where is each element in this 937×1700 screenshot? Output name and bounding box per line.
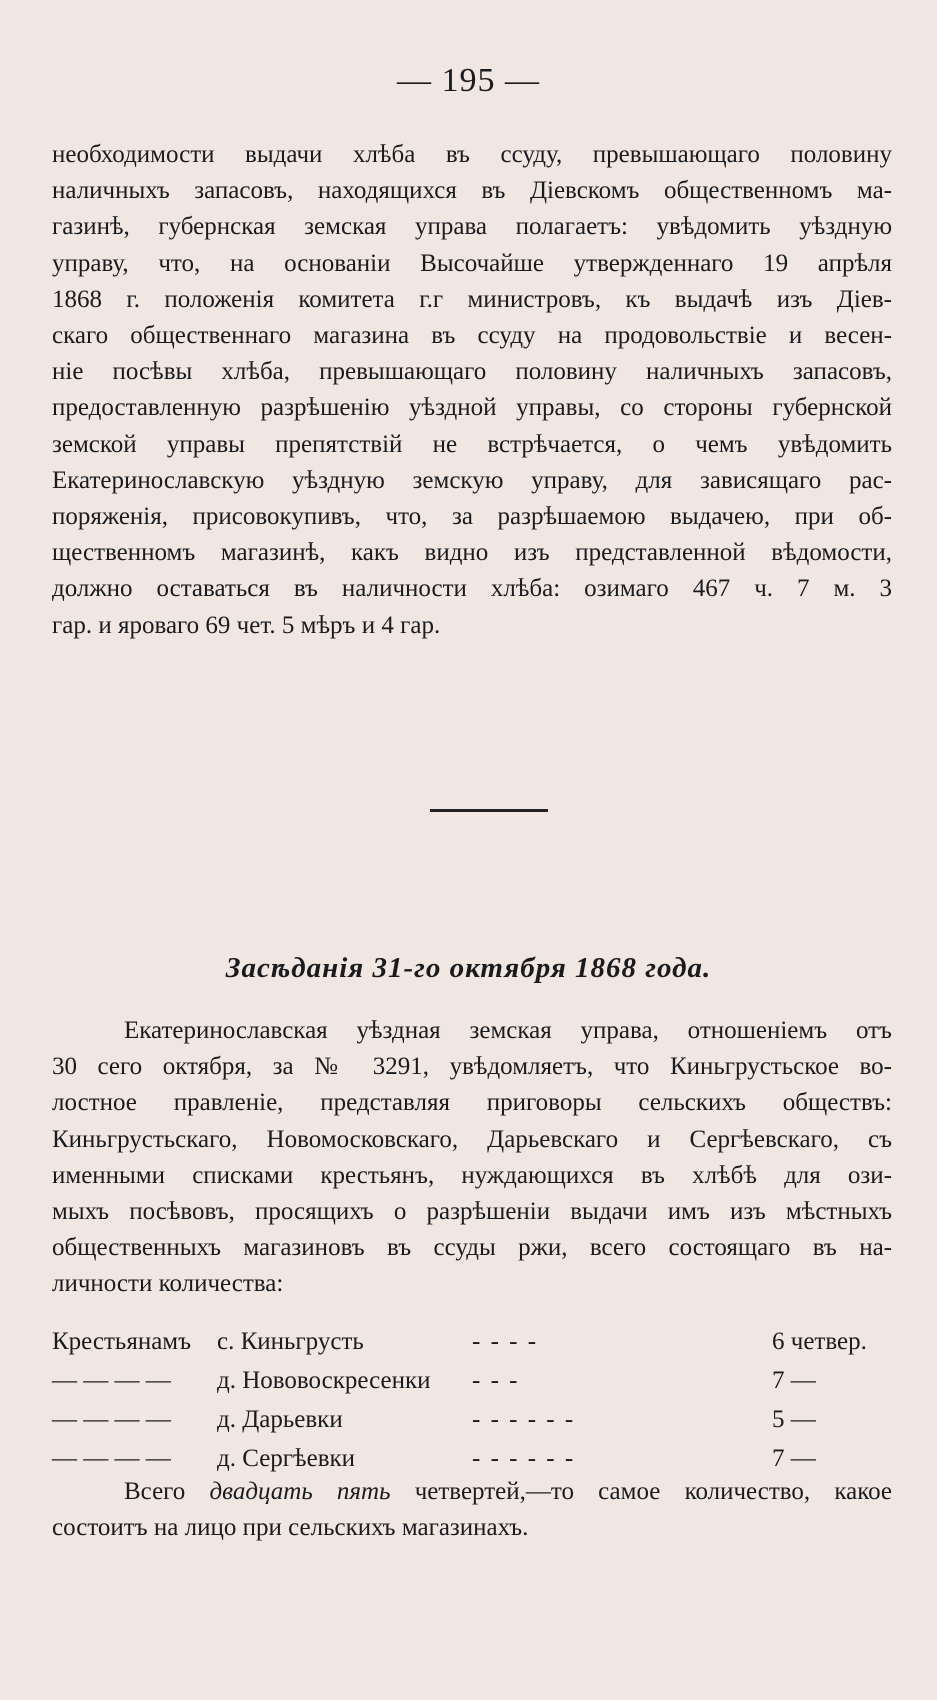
row-place: д. Сергѣевки [217,1444,356,1472]
text-line: щественномъ магазинѣ, какъ видно изъ представленной вѣдомости, [52,539,892,567]
row-quantity: 6 четвер. [772,1327,867,1355]
text-line: 1868 г. положенія комитета г.г министровъ, къ выдачѣ изъ Діев- [52,285,892,313]
text-line: Екатеринославская уѣздная земская управа, отношеніемъ отъ [124,1017,892,1044]
list-row [52,1439,897,1478]
text-line: предоставленную разрѣшенію уѣздной управы, со стороны губернской [52,394,892,422]
text-line: именными списками крестьянъ, нуждающихся въ хлѣбѣ для ози- [52,1161,892,1189]
list-row [52,1361,897,1400]
row-quantity: 7 — [772,1366,816,1394]
row-prefix: — — — — [52,1405,171,1433]
text-line: личности количества: [52,1270,284,1298]
row-leader: - - - - [472,1327,539,1355]
text-line: скаго общественнаго магазина въ ссуду на продовольствіе и весен- [52,322,892,350]
text-line: лостное правленіе, представляя приговоры сельскихъ обществъ: [52,1089,892,1117]
row-quantity: 5 — [772,1405,816,1433]
list-row [52,1322,897,1361]
total-emphasis: двадцать пять [209,1478,391,1505]
row-place: с. Киньгрусть [217,1327,364,1355]
text-line: газинѣ, губернская земская управа полагаетъ: увѣдомить уѣздную [52,213,892,241]
text-line: поряженія, присовокупивъ, что, за разрѣшаемою выдачею, при об- [52,503,892,531]
paragraph-1 [52,137,892,644]
row-place: д. Дарьевки [217,1405,343,1433]
row-place: д. Нововоскресенки [217,1366,431,1394]
row-quantity: 7 — [772,1444,816,1472]
text-line: Екатеринославскую уѣздную земскую управу, для зависящаго рас- [52,466,892,494]
text-line: 30 сего октября, за № 3291, увѣдомляетъ, что Киньгрустьское во- [52,1053,892,1081]
paragraph-2 [52,1013,892,1303]
row-leader: - - - [472,1366,520,1394]
text-line: мыхъ посѣвовъ, просящихъ о разрѣшеніи выдачи имъ изъ мѣстныхъ [52,1198,892,1226]
paragraph-3 [52,1474,892,1546]
text-line: ніе посѣвы хлѣба, превышающаго половину наличныхъ запасовъ, [52,358,892,386]
distribution-list [52,1322,897,1478]
text-line: состоитъ на лицо при сельскихъ магазинахъ. [52,1514,529,1542]
text-line: управу, что, на основаніи Высочайше утвержденнаго 19 апрѣля [52,249,892,277]
row-prefix: — — — — [52,1444,171,1472]
row-leader: - - - - - - [472,1405,576,1433]
text-line: должно оставаться въ наличности хлѣба: озимаго 467 ч. 7 м. 3 [52,575,892,603]
text-line: наличныхъ запасовъ, находящихся въ Діевскомъ общественномъ ма- [52,177,892,205]
total-rest: четвертей,—то самое количество, какое [414,1478,893,1505]
text-line [52,1474,892,1510]
row-prefix: — — — — [52,1366,171,1394]
total-lead: Всего [124,1478,186,1505]
text-line: Киньгрустьскаго, Новомосковскаго, Дарьевскаго и Сергѣевскаго, съ [52,1125,892,1153]
text-line: гар. и яроваго 69 чет. 5 мѣръ и 4 гар. [52,611,441,639]
section-divider [430,809,548,812]
row-prefix: Крестьянамъ [52,1327,192,1355]
section-heading: Засѣданія 31-го октября 1868 года. [225,952,712,984]
row-leader: - - - - - - [472,1444,576,1472]
text-line: общественныхъ магазиновъ въ ссуды ржи, всего состоящаго въ на- [52,1234,892,1262]
text-line: необходимости выдачи хлѣба въ ссуду, превышающаго половину [52,141,892,168]
text-line: земской управы препятствій не встрѣчается, о чемъ увѣдомить [52,430,892,458]
page-number: — 195 — [397,62,540,99]
list-row [52,1400,897,1439]
